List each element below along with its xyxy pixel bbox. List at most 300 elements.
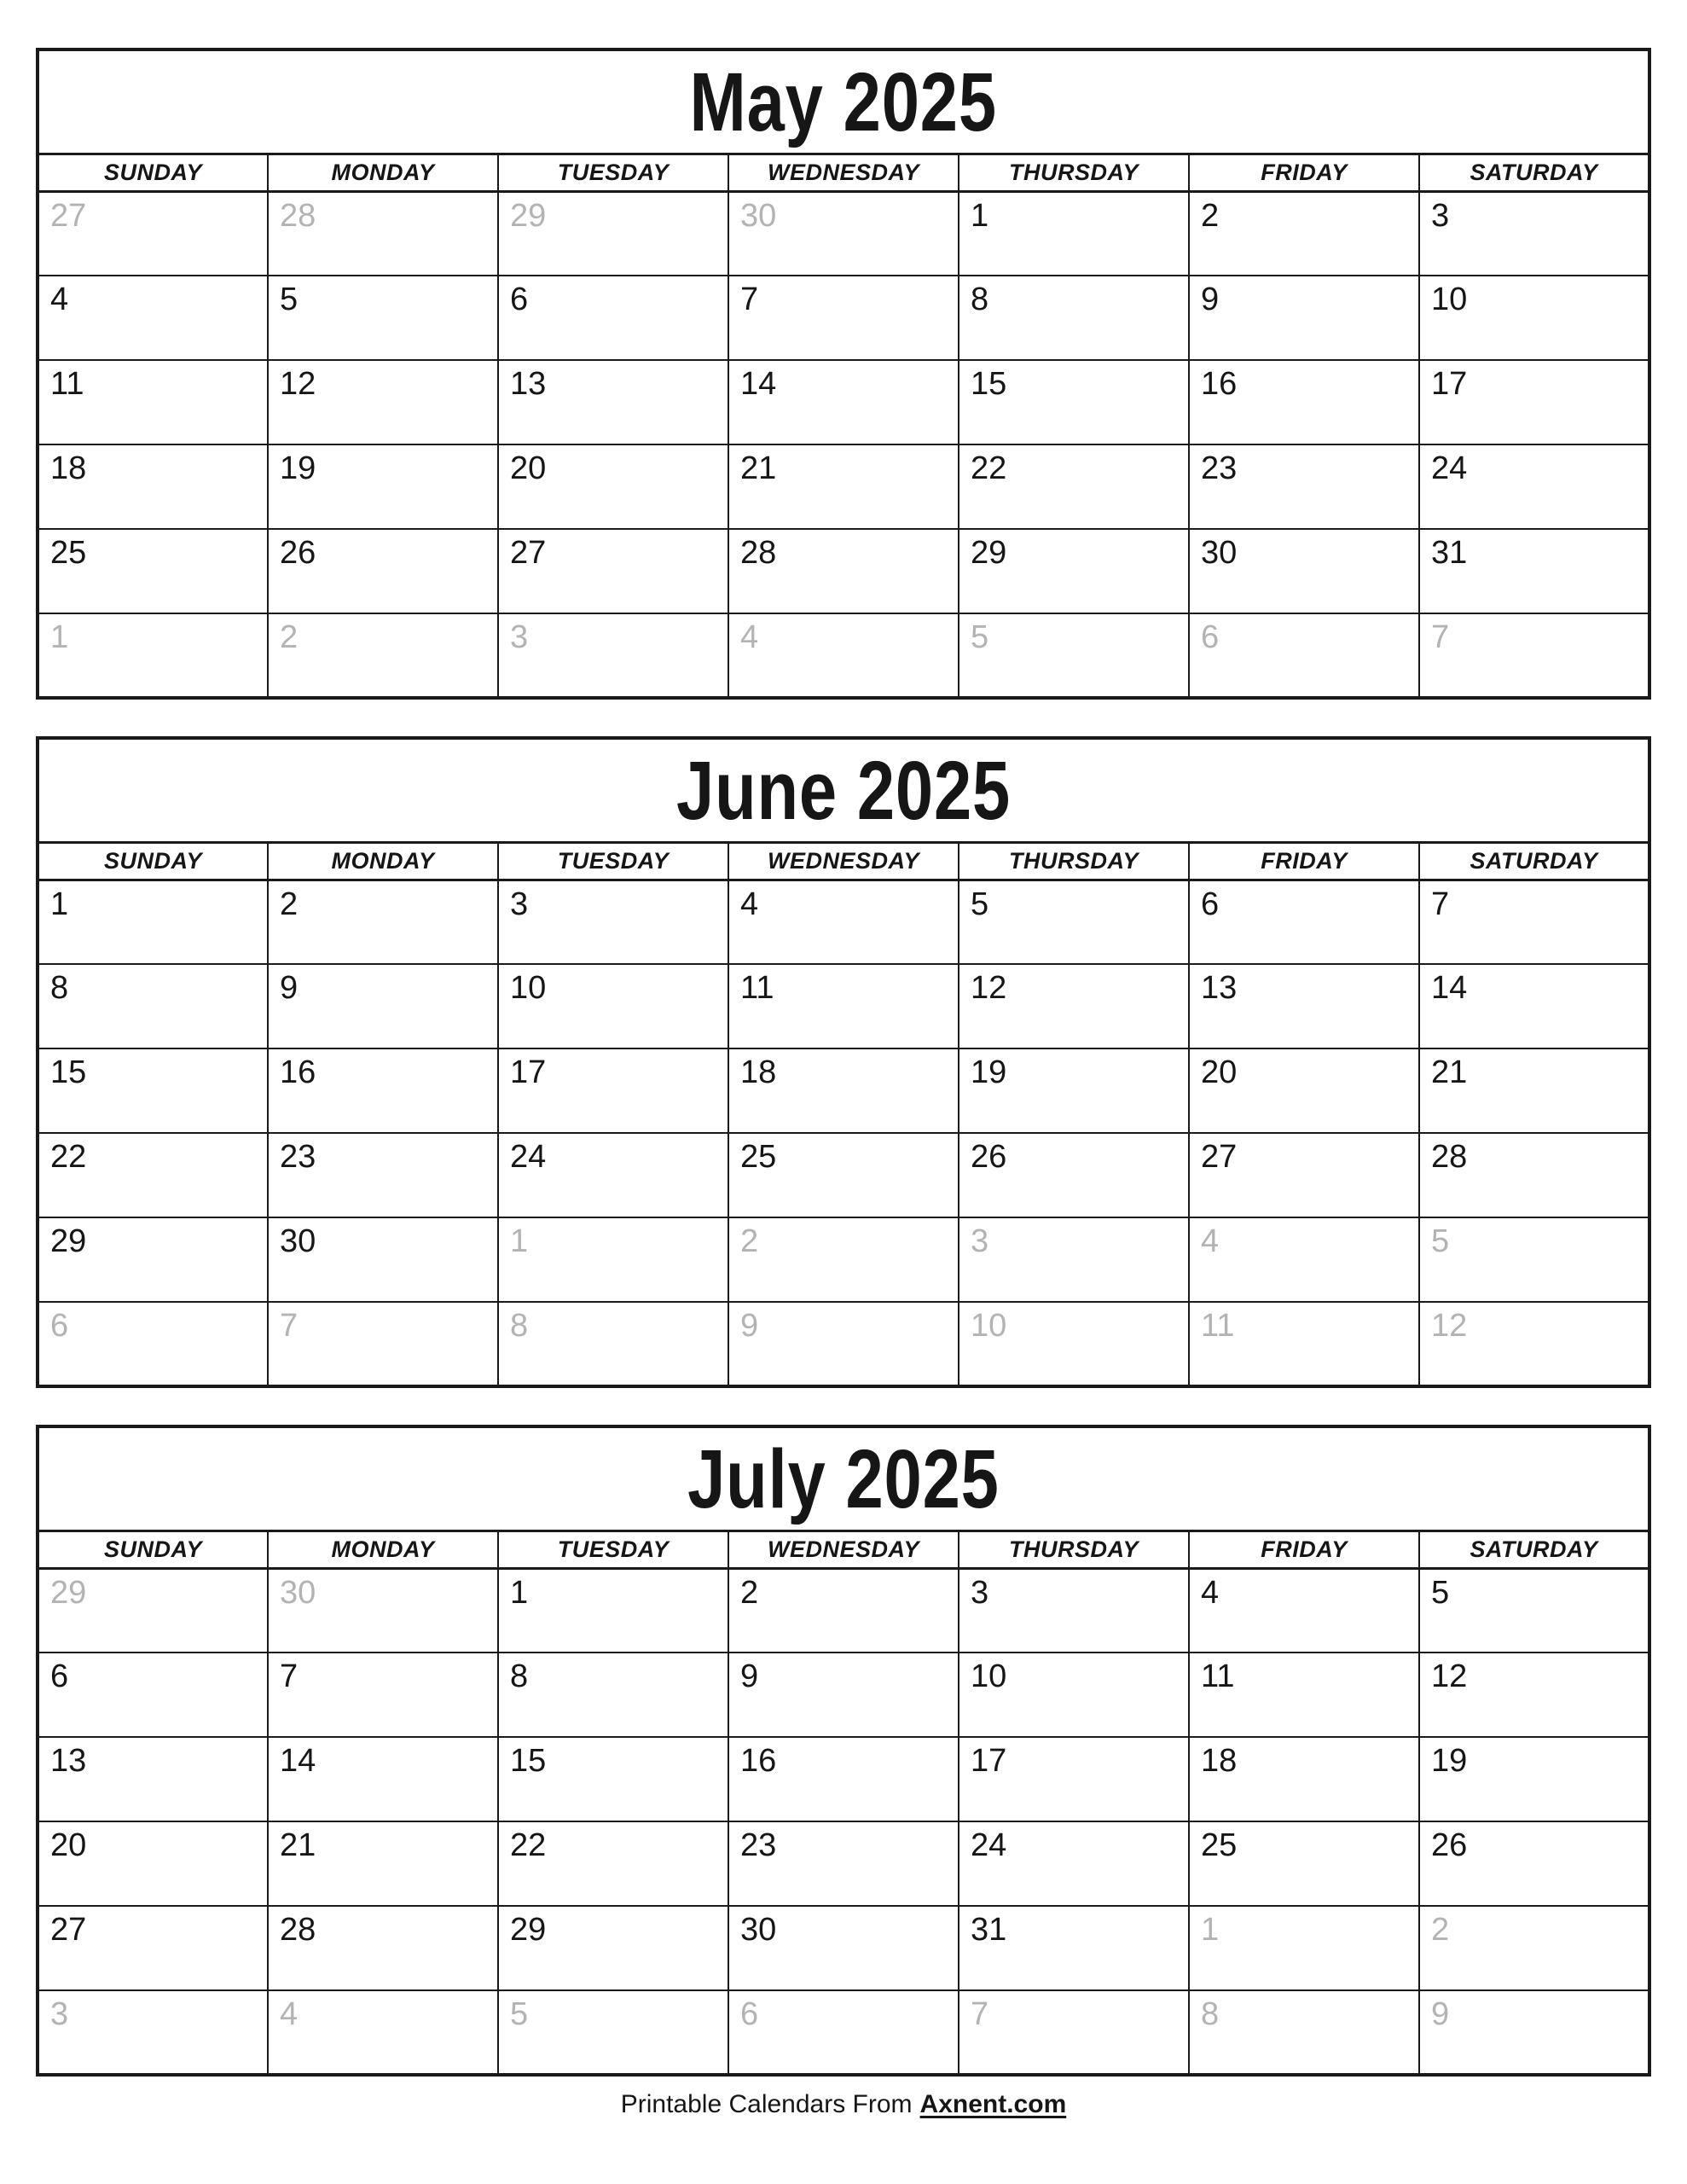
day-number: 2 [280,619,299,655]
week-row [38,191,1649,276]
day-cell [1419,191,1649,276]
week-row [38,1906,1649,1990]
day-cell [959,191,1189,276]
day-cell [959,444,1189,529]
day-number: 23 [280,1139,316,1175]
day-number: 2 [740,1223,759,1259]
day-cell [268,1821,498,1906]
day-cell [728,1048,959,1133]
day-cell [728,444,959,529]
day-cell [498,1737,728,1821]
day-number: 10 [971,1658,1007,1694]
day-number: 10 [510,970,547,1006]
weekday-row [38,842,1649,880]
day-cell-adjacent-month [38,1302,268,1386]
day-cell [728,1737,959,1821]
day-number: 24 [510,1139,547,1175]
day-cell [268,1653,498,1737]
month-calendar [36,736,1651,1388]
day-number: 11 [1201,1658,1235,1694]
day-cell-adjacent-month [498,1990,728,2075]
day-number: 12 [1431,1308,1468,1344]
day-number: 1 [50,619,69,655]
day-number: 26 [280,535,316,571]
day-number: 29 [510,1912,547,1948]
weekday-header-friday: FRIDAY [1189,842,1419,880]
day-cell-adjacent-month [1189,1906,1419,1990]
day-number: 5 [510,1996,529,2032]
week-row [38,1048,1649,1133]
day-number: 18 [50,450,87,486]
day-number: 15 [50,1054,87,1090]
day-cell [1189,444,1419,529]
day-number: 5 [280,282,299,317]
day-number: 28 [280,1912,316,1948]
day-number: 8 [510,1308,529,1344]
month-title-row [38,1426,1649,1531]
day-number: 15 [510,1743,547,1779]
day-cell [1419,880,1649,964]
day-cell-adjacent-month [498,613,728,698]
day-number: 5 [1431,1574,1450,1611]
day-number: 3 [510,619,529,655]
day-cell [1419,444,1649,529]
day-cell [498,360,728,444]
day-number: 1 [50,886,69,922]
weekday-header-sunday: SUNDAY [38,1531,268,1568]
day-cell [268,1217,498,1302]
week-row [38,880,1649,964]
day-number: 13 [50,1743,87,1779]
day-number: 22 [971,450,1007,486]
day-number: 3 [510,886,529,922]
day-cell [1419,360,1649,444]
weekday-header-saturday: SATURDAY [1419,842,1649,880]
day-number: 13 [1201,970,1238,1006]
day-cell [1189,880,1419,964]
day-cell-adjacent-month [1419,1990,1649,2075]
week-row [38,1133,1649,1217]
day-cell [38,880,268,964]
day-cell [268,1048,498,1133]
day-cell-adjacent-month [959,1217,1189,1302]
day-cell [498,1048,728,1133]
day-number: 7 [1431,619,1450,655]
day-cell-adjacent-month [728,1302,959,1386]
day-cell-adjacent-month [268,613,498,698]
day-number: 21 [1431,1054,1468,1090]
day-number: 26 [971,1139,1007,1175]
month-title-row [38,738,1649,842]
day-cell [268,276,498,360]
day-cell-adjacent-month [1419,1217,1649,1302]
day-cell [498,444,728,529]
day-cell [498,880,728,964]
day-number: 11 [50,366,84,402]
day-cell [38,964,268,1048]
day-cell-adjacent-month [1419,1906,1649,1990]
day-number: 18 [740,1054,777,1090]
weekday-header-monday: MONDAY [268,842,498,880]
day-cell [498,964,728,1048]
day-number: 30 [280,1574,316,1611]
day-number: 21 [280,1827,316,1863]
day-cell [268,964,498,1048]
day-number: 3 [1431,197,1450,234]
day-number: 17 [510,1054,547,1090]
day-number: 24 [971,1827,1007,1863]
day-cell [1189,1821,1419,1906]
footer-brand-link[interactable]: Axnent.com [919,2090,1067,2118]
month-title-cell [38,49,1649,154]
day-cell [1189,276,1419,360]
day-number: 24 [1431,450,1468,486]
day-number: 12 [1431,1658,1468,1694]
day-cell [1419,1133,1649,1217]
day-cell [38,1217,268,1302]
day-cell [959,1821,1189,1906]
day-cell [498,1568,728,1653]
day-cell [38,360,268,444]
day-number: 5 [1431,1223,1450,1259]
day-number: 2 [280,886,299,922]
day-number: 8 [971,282,989,317]
day-cell-adjacent-month [268,1990,498,2075]
day-cell-adjacent-month [959,1990,1189,2075]
day-cell [959,1568,1189,1653]
week-row [38,1821,1649,1906]
day-number: 8 [1201,1996,1220,2032]
day-number: 26 [1431,1827,1468,1863]
day-number: 1 [971,197,989,234]
week-row [38,1737,1649,1821]
day-cell [959,1737,1189,1821]
day-cell [1419,1737,1649,1821]
day-cell [959,276,1189,360]
day-cell [728,1653,959,1737]
day-cell [728,1568,959,1653]
day-cell [498,276,728,360]
week-row [38,360,1649,444]
day-number: 14 [1431,970,1468,1006]
day-number: 1 [1201,1912,1220,1948]
day-number: 6 [50,1308,69,1344]
day-number: 4 [1201,1223,1220,1259]
day-number: 27 [50,1912,87,1948]
day-cell-adjacent-month [38,1568,268,1653]
day-number: 6 [510,282,529,317]
day-number: 27 [50,197,87,234]
week-row [38,613,1649,698]
month-calendar [36,48,1651,700]
day-cell [38,1133,268,1217]
week-row [38,1990,1649,2075]
day-cell [38,444,268,529]
day-cell [498,1653,728,1737]
week-row [38,529,1649,613]
day-number: 12 [280,366,316,402]
day-cell [959,1133,1189,1217]
day-cell [1419,529,1649,613]
weekday-header-tuesday: TUESDAY [498,154,728,191]
day-cell [1189,1737,1419,1821]
day-cell [959,529,1189,613]
day-number: 3 [50,1996,69,2032]
day-number: 20 [50,1827,87,1863]
weekday-header-friday: FRIDAY [1189,1531,1419,1568]
day-number: 7 [280,1658,299,1694]
week-row [38,444,1649,529]
weekday-row [38,154,1649,191]
weekday-header-wednesday: WEDNESDAY [728,842,959,880]
day-cell [1419,964,1649,1048]
week-row [38,276,1649,360]
day-number: 1 [510,1574,529,1611]
weekday-header-thursday: THURSDAY [959,1531,1189,1568]
day-number: 28 [1431,1139,1468,1175]
day-number: 6 [1201,619,1220,655]
day-cell [728,529,959,613]
day-number: 25 [1201,1827,1238,1863]
day-number: 4 [280,1996,299,2032]
day-cell [1189,529,1419,613]
day-cell [959,360,1189,444]
day-number: 2 [740,1574,759,1611]
day-number: 30 [740,1912,777,1948]
weekday-header-thursday: THURSDAY [959,154,1189,191]
day-number: 29 [50,1223,87,1259]
day-number: 23 [1201,450,1238,486]
day-number: 9 [280,970,299,1006]
day-number: 17 [1431,366,1468,402]
day-cell-adjacent-month [728,191,959,276]
weekday-header-monday: MONDAY [268,1531,498,1568]
week-row [38,964,1649,1048]
week-row [38,1217,1649,1302]
weekday-header-wednesday: WEDNESDAY [728,154,959,191]
day-number: 19 [1431,1743,1468,1779]
day-cell [268,1737,498,1821]
day-number: 17 [971,1743,1007,1779]
day-cell-adjacent-month [1419,613,1649,698]
day-cell [728,1133,959,1217]
day-cell-adjacent-month [1189,613,1419,698]
day-cell [38,529,268,613]
day-number: 9 [1431,1996,1450,2032]
day-cell [1189,1048,1419,1133]
day-number: 6 [50,1658,69,1694]
day-cell [498,1906,728,1990]
day-number: 2 [1431,1912,1450,1948]
day-cell-adjacent-month [38,1990,268,2075]
day-cell [728,1821,959,1906]
day-number: 7 [740,282,759,317]
month-grid [38,880,1649,1386]
day-cell [1189,1133,1419,1217]
day-number: 5 [971,619,989,655]
day-number: 7 [280,1308,299,1344]
day-cell [1189,360,1419,444]
month-title-cell [38,738,1649,842]
day-number: 3 [971,1574,989,1611]
day-cell [1189,1568,1419,1653]
day-number: 11 [740,970,774,1006]
day-cell-adjacent-month [1189,1302,1419,1386]
day-cell [268,1906,498,1990]
day-number: 8 [50,970,69,1006]
day-cell [38,1048,268,1133]
day-cell [1189,191,1419,276]
day-number: 1 [510,1223,529,1259]
day-number: 4 [740,886,759,922]
day-cell [268,444,498,529]
day-number: 29 [50,1574,87,1611]
day-number: 14 [280,1743,316,1779]
day-cell [728,360,959,444]
day-number: 21 [740,450,777,486]
day-cell [728,1906,959,1990]
month-title-cell [38,1426,1649,1531]
day-number: 13 [510,366,547,402]
weekday-header-sunday: SUNDAY [38,154,268,191]
day-number: 7 [971,1996,989,2032]
day-number: 2 [1201,197,1220,234]
month-title-row [38,49,1649,154]
day-number: 10 [1431,282,1468,317]
day-cell-adjacent-month [728,613,959,698]
day-number: 8 [510,1658,529,1694]
day-number: 27 [1201,1139,1238,1175]
day-number: 6 [1201,886,1220,922]
day-cell [268,360,498,444]
weekday-header-thursday: THURSDAY [959,842,1189,880]
day-cell-adjacent-month [959,613,1189,698]
month-title: July 2025 [687,1432,1000,1525]
day-cell-adjacent-month [1419,1302,1649,1386]
day-number: 12 [971,970,1007,1006]
day-cell-adjacent-month [38,613,268,698]
month-title: June 2025 [675,743,1012,837]
month-calendar [36,1425,1651,2077]
day-number: 9 [740,1658,759,1694]
day-cell [1419,1653,1649,1737]
day-cell [1419,1048,1649,1133]
day-number: 29 [971,535,1007,571]
day-number: 16 [280,1054,316,1090]
footer-text: Printable Calendars From [620,2090,913,2118]
day-number: 3 [971,1223,989,1259]
day-cell-adjacent-month [728,1217,959,1302]
day-cell-adjacent-month [268,191,498,276]
day-cell [959,1048,1189,1133]
weekday-header-wednesday: WEDNESDAY [728,1531,959,1568]
day-number: 18 [1201,1743,1238,1779]
day-number: 4 [50,282,69,317]
day-cell-adjacent-month [268,1302,498,1386]
day-cell-adjacent-month [38,191,268,276]
day-number: 4 [1201,1574,1220,1611]
day-cell [959,880,1189,964]
day-number: 28 [740,535,777,571]
footer [0,2090,1687,2119]
day-number: 30 [1201,535,1238,571]
day-number: 28 [280,197,316,234]
day-cell [728,964,959,1048]
weekday-header-tuesday: TUESDAY [498,842,728,880]
day-cell [1419,1821,1649,1906]
weekday-header-saturday: SATURDAY [1419,154,1649,191]
day-number: 31 [1431,535,1468,571]
day-cell [728,880,959,964]
day-cell-adjacent-month [959,1302,1189,1386]
day-cell [268,880,498,964]
day-number: 22 [50,1139,87,1175]
day-cell-adjacent-month [498,1302,728,1386]
weekday-header-saturday: SATURDAY [1419,1531,1649,1568]
day-number: 22 [510,1827,547,1863]
day-number: 5 [971,886,989,922]
weekday-row [38,1531,1649,1568]
day-cell [38,1906,268,1990]
week-row [38,1653,1649,1737]
day-number: 9 [1201,282,1220,317]
day-number: 19 [280,450,316,486]
day-number: 23 [740,1827,777,1863]
weekday-header-tuesday: TUESDAY [498,1531,728,1568]
day-cell [959,964,1189,1048]
day-cell-adjacent-month [498,191,728,276]
day-cell [38,1821,268,1906]
day-number: 14 [740,366,777,402]
day-cell [959,1906,1189,1990]
day-number: 6 [740,1996,759,2032]
day-cell [38,1737,268,1821]
day-cell [498,1821,728,1906]
day-cell [1419,276,1649,360]
day-cell [38,1653,268,1737]
day-cell [498,529,728,613]
day-cell [268,529,498,613]
day-cell [1189,964,1419,1048]
day-number: 20 [1201,1054,1238,1090]
day-number: 15 [971,366,1007,402]
day-number: 16 [740,1743,777,1779]
weekday-header-sunday: SUNDAY [38,842,268,880]
month-grid [38,191,1649,698]
day-number: 30 [740,197,777,234]
day-cell-adjacent-month [1189,1217,1419,1302]
weekday-header-friday: FRIDAY [1189,154,1419,191]
week-row [38,1568,1649,1653]
day-cell [38,276,268,360]
day-cell [268,1133,498,1217]
month-title: May 2025 [689,55,998,148]
day-number: 9 [740,1308,759,1344]
day-number: 4 [740,619,759,655]
day-cell [959,1653,1189,1737]
day-number: 25 [50,535,87,571]
day-number: 27 [510,535,547,571]
day-number: 7 [1431,886,1450,922]
month-grid [38,1568,1649,2075]
day-cell-adjacent-month [498,1217,728,1302]
day-cell [1189,1653,1419,1737]
day-cell-adjacent-month [268,1568,498,1653]
day-cell [498,1133,728,1217]
day-number: 29 [510,197,547,234]
day-number: 10 [971,1308,1007,1344]
day-cell [1419,1568,1649,1653]
